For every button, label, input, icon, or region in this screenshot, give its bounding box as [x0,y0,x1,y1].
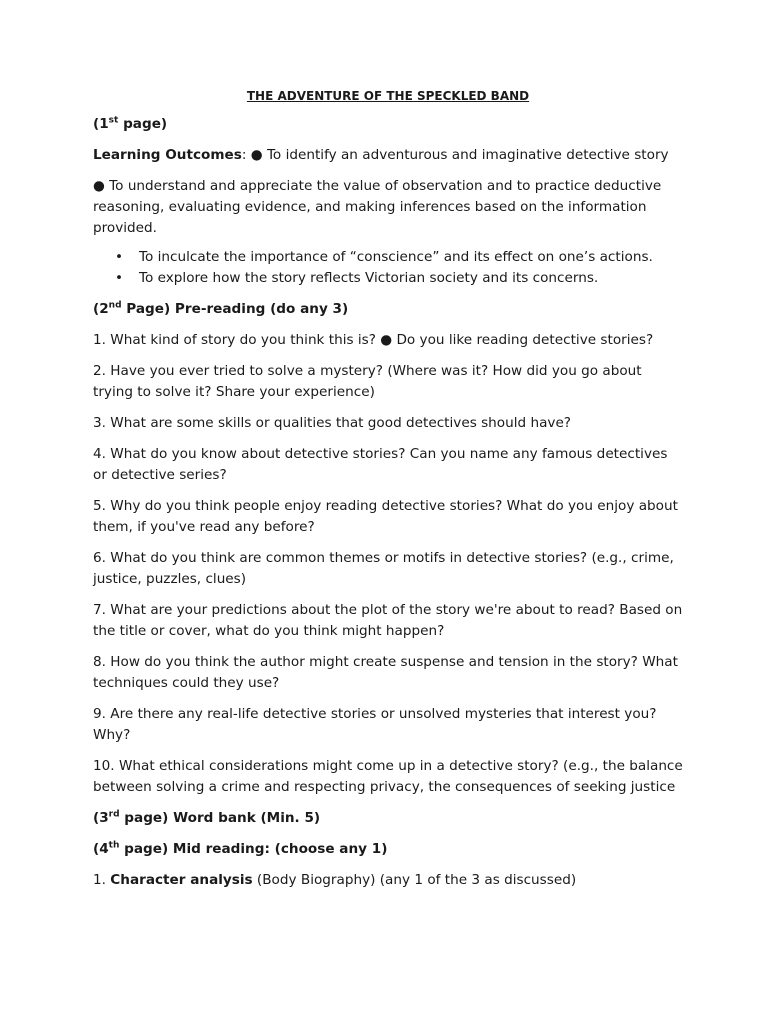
list-item-text: To explore how the story reflects Victorian society and its concerns. [139,270,599,286]
question-2: 2. Have you ever tried to solve a mystery? (Where was it? How did you go about trying to solve it? Share your experience) [93,363,642,400]
question-8: 8. How do you think the author might create suspense and tension in the story? What techniques could they use? [93,654,678,691]
section-heading-page-4 [93,839,683,860]
learning-outcome-2: ● To understand and appreciate the value of observation and to practice deductive reasoning, evaluating evidence, and making inferences based on the information provided. [93,178,662,236]
question-9: 9. Are there any real-life detective stories or unsolved mysteries that interest you? Why? [93,706,657,743]
heading-text: (4 [93,841,109,857]
item-title: Character analysis [110,872,253,888]
heading-text: (3 [93,810,109,826]
question-1: 1. What kind of story do you think this is? ● Do you like reading detective stories? [93,332,654,348]
question-7: 7. What are your predictions about the plot of the story we're about to read? Based on the title or cover, what do you think might happen? [93,602,683,639]
heading-text: (1 [93,116,109,132]
section-heading-page-2 [93,299,683,320]
section-heading-page-3 [93,808,683,829]
question-6: 6. What do you think are common themes or motifs in detective stories? (e.g., crime, justice, puzzles, clues) [93,550,674,587]
heading-text: page) [118,116,168,132]
bullet-icon: • [115,270,124,286]
heading-text: Page) Pre-reading (do any 3) [121,301,349,317]
label-colon: : [241,147,247,163]
item-description: (Body Biography) (any 1 of the 3 as discussed) [252,872,577,888]
question-10: 10. What ethical considerations might come up in a detective story? (e.g., the balance between solving a crime and respecting privacy, the consequences of seeking justice [93,758,683,795]
question-5: 5. Why do you think people enjoy reading detective stories? What do you enjoy about them, if you've read any before? [93,498,678,535]
ordinal-suffix: th [108,840,120,851]
heading-text: (2 [93,301,109,317]
question-4: 4. What do you know about detective stories? Can you name any famous detectives or detective series? [93,446,668,483]
bullet-icon: • [115,249,124,265]
mid-reading-item-1 [93,870,683,891]
document-title: THE ADVENTURE OF THE SPECKLED BAND [246,89,530,103]
list-item-text: To inculcate the importance of “conscience” and its effect on one’s actions. [139,249,653,265]
learning-outcomes-list [93,247,683,289]
document-page [93,88,683,901]
ordinal-suffix: rd [108,809,120,820]
heading-text: page) Word bank (Min. 5) [119,810,321,826]
ordinal-suffix: st [108,115,119,126]
list-item [93,268,683,289]
heading-text: page) Mid reading: (choose any 1) [119,841,388,857]
ordinal-suffix: nd [108,300,122,311]
list-item [93,247,683,268]
section-heading-page-1 [93,114,683,135]
question-3: 3. What are some skills or qualities that good detectives should have? [93,415,572,431]
learning-outcome-1: ● To identify an adventurous and imaginative detective story [246,147,669,163]
item-number: 1. [93,872,111,888]
learning-outcomes-label: Learning Outcomes [93,147,242,163]
learning-outcomes-paragraph [93,145,683,166]
